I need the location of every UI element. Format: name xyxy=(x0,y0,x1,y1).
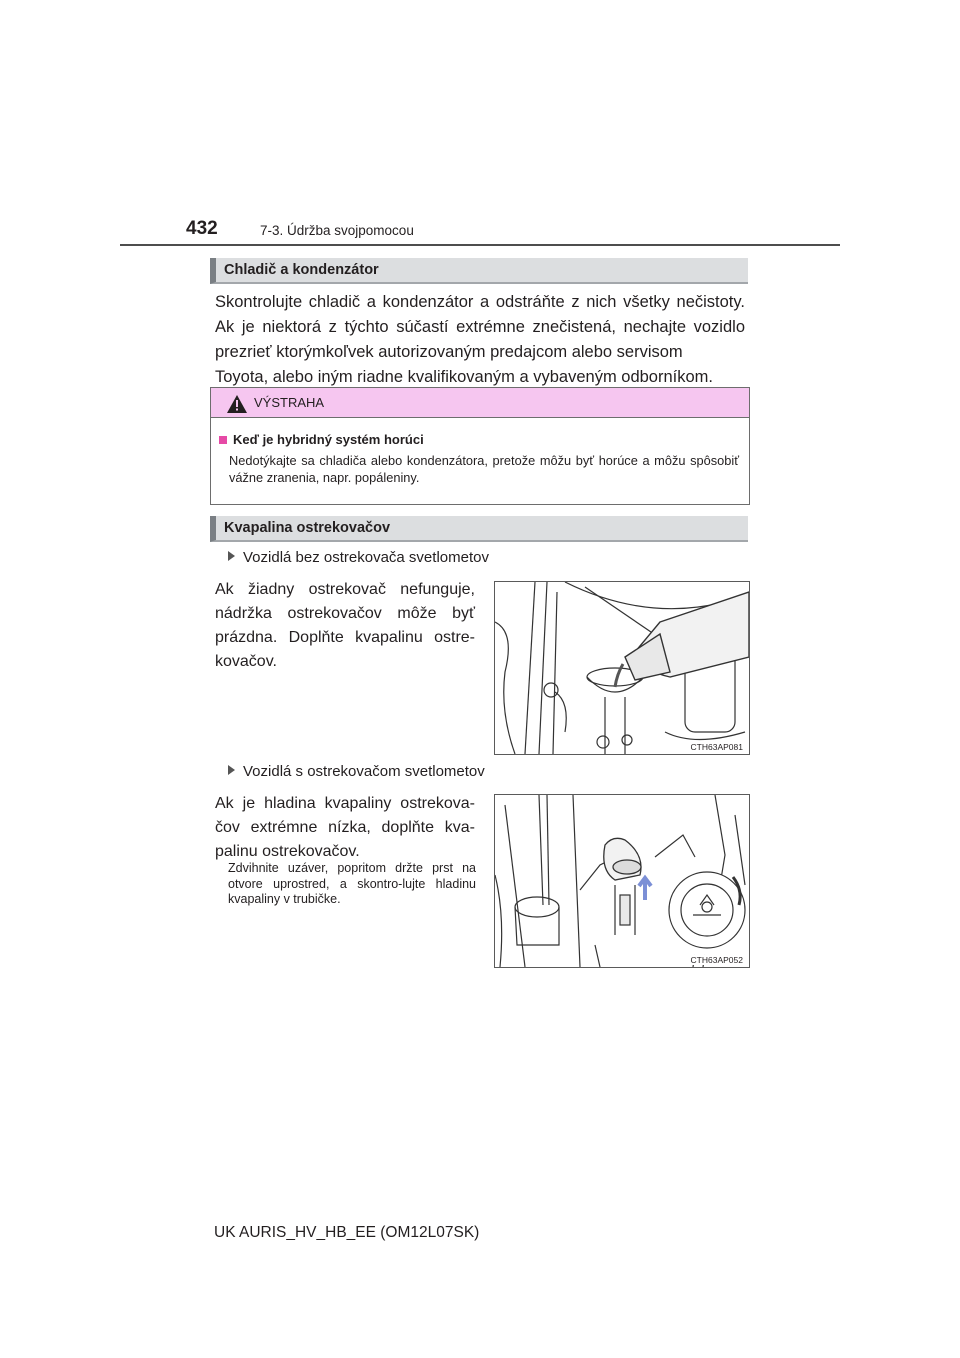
warning-subtitle-text: Keď je hybridný systém horúci xyxy=(233,432,424,447)
page-number: 432 xyxy=(186,218,218,239)
warning-title: VÝSTRAHA xyxy=(254,395,325,410)
figure-check-level xyxy=(494,794,750,968)
triangle-bullet-icon xyxy=(228,765,235,775)
radiator-paragraph xyxy=(215,290,745,390)
warning-header xyxy=(211,388,749,418)
figure-refill-washer xyxy=(494,581,750,755)
header-divider xyxy=(120,244,840,246)
warning-triangle-icon xyxy=(227,395,247,413)
section-heading-washer-fluid: Kvapalina ostrekovačov xyxy=(210,516,748,542)
radiator-paragraph-last: Toyota, alebo iným riadne kvalifikovaným a vybaveným odborníkom. xyxy=(215,368,713,386)
footer-model-code: UK AURIS_HV_HB_EE (OM12L07SK) xyxy=(214,1224,480,1241)
warning-subtitle xyxy=(219,432,424,447)
warning-body: Nedotýkajte sa chladiča alebo kondenzátora, pretože môžu byť horúce a môžu spôsobiť vážne zranenia, napr. popáleniny. xyxy=(229,453,739,485)
check-level-illustration xyxy=(495,795,749,967)
check-level-note: Zdvihnite uzáver, popritom držte prst na otvore uprostred, a skontro-lujte hladinu kvapaliny v trubičke. xyxy=(228,861,476,906)
washer-empty-text: Ak žiadny ostrekovač nefunguje, nádržka ostrekovačov môže byť prázdna. Doplňte kvapalinu ostre-kovačov. xyxy=(215,581,475,670)
chapter-title: 7-3. Údržba svojpomocou xyxy=(260,223,414,238)
radiator-paragraph-main: Skontrolujte chladič a kondenzátor a odstráňte z nich všetky nečistoty. Ak je niektorá z týchto súčastí extrémne znečistená, nechajte vozidlo prezrieť ktorýmkoľvek autorizovaným predajcom alebo servisom xyxy=(215,293,745,361)
figure-code: CTH63AP052 xyxy=(690,955,743,965)
square-bullet-icon xyxy=(219,436,227,444)
bullet-with-headlight-washer xyxy=(228,763,485,780)
bullet-text: Vozidlá bez ostrekovača svetlometov xyxy=(243,549,489,566)
warning-box xyxy=(210,387,750,505)
triangle-bullet-icon xyxy=(228,551,235,561)
section-heading-radiator: Chladič a kondenzátor xyxy=(210,258,748,284)
bullet-without-headlight-washer xyxy=(228,549,489,566)
bullet-text: Vozidlá s ostrekovačom svetlometov xyxy=(243,763,485,780)
figure-code: CTH63AP081 xyxy=(690,742,743,752)
washer-low-text: Ak je hladina kvapaliny ostrekova-čov extrémne nízka, doplňte kva-palinu ostrekovačov. xyxy=(215,795,475,860)
refill-illustration xyxy=(495,582,749,754)
